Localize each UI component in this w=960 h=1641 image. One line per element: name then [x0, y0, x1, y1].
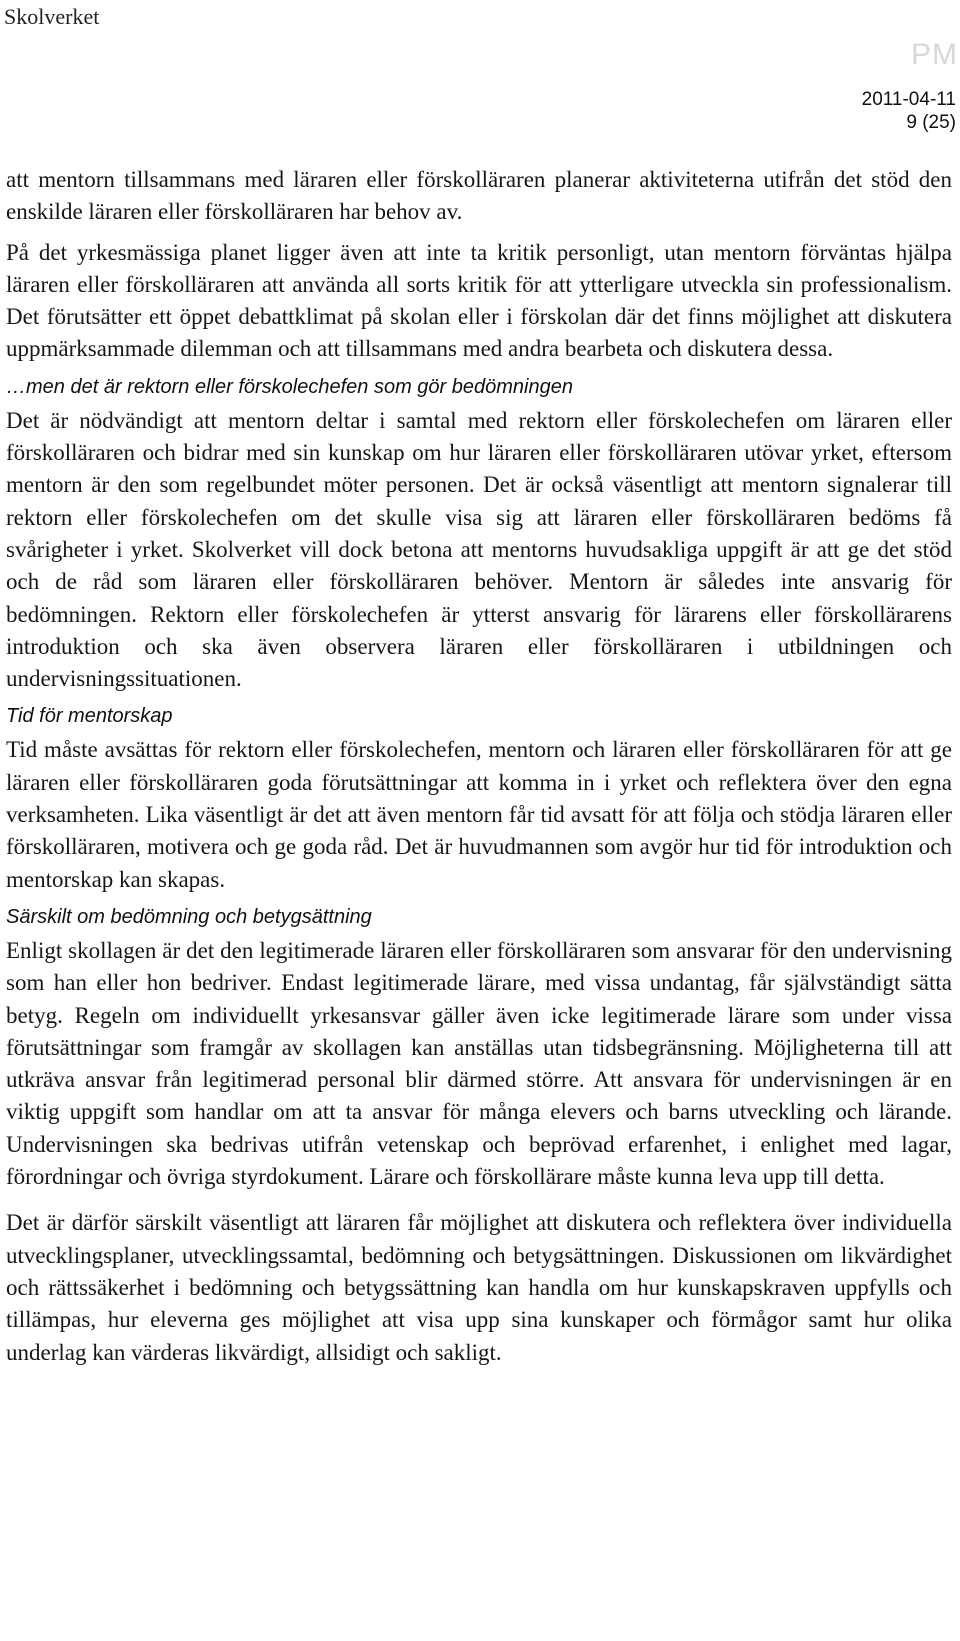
document-date: 2011-04-11	[861, 89, 956, 110]
page-header	[0, 0, 960, 140]
page-number: 9 (25)	[906, 112, 956, 133]
paragraph-professional-level: På det yrkesmässiga planet ligger även att inte ta kritik personligt, utan mentorn förväntas hjälpa läraren eller förskolläraren att använda all sorts kritik för att ytterligare utveckla sin professionalism. Det förutsätter ett öppet debattklimat på skolan eller i förskolan där det finns möjlighet att diskutera uppmärksammade dilemman och att tillsammans med andra bearbeta och diskutera dessa.	[6, 239, 952, 362]
paragraph-intro-continuation: att mentorn tillsammans med läraren eller förskolläraren planerar aktiviteterna utifrån det stöd den enskilde läraren eller förskolläraren har behov av.	[6, 167, 952, 225]
paragraph-time-for-mentorship: Tid måste avsättas för rektorn eller förskolechefen, mentorn och läraren eller förskolläraren för att ge läraren eller förskolläraren goda förutsättningar att komma in i yrket och reflektera över den egna verksamheten. Lika väsentligt är det att även mentorn får tid avsatt för att följa och stödja läraren eller förskolläraren, motivera och ge goda råd. Det är huvudmannen som avgör hur tid för introduktion och mentorskap kan skapas.	[6, 737, 952, 892]
heading-time-for-mentorship: Tid för mentorskap	[6, 705, 173, 728]
organization-name: Skolverket	[4, 4, 100, 29]
document-body	[6, 164, 952, 1369]
heading-grading: Särskilt om bedömning och betygsättning	[6, 905, 372, 928]
document-type: PM	[911, 38, 958, 71]
heading-assessment: …men det är rektorn eller förskolechefen som gör bedömningen	[6, 375, 573, 398]
paragraph-assessment: Det är nödvändigt att mentorn deltar i samtal med rektorn eller förskolechefen om läraren eller förskolläraren och bidrar med sin kunskap om hur läraren eller förskolläraren utövar yrket, eftersom mentorn är den som regelbundet möter personen. Det är också väsentligt att mentorn signalerar till rektorn eller förskolechefen om det skulle visa sig att läraren eller förskolläraren bedöms få svårigheter i yrket. Skolverket vill dock betona att mentorns huvudsakliga uppgift är att ge det stöd och de råd som läraren eller förskolläraren behöver. Mentorn är således inte ansvarig för bedömningen. Rektorn eller förskolechefen är ytterst ansvarig för lärarens eller förskollärarens introduktion och ska även observera läraren eller förskolläraren i utbildningen och undervisningssituationen.	[6, 407, 952, 692]
paragraph-grading-responsibility: Enligt skollagen är det den legitimerade läraren eller förskolläraren som ansvarar för den undervisning som han eller hon bedriver. Endast legitimerade lärare, med vissa undantag, får självständigt sätta betyg. Regeln om individuellt yrkesansvar gäller även icke legitimerade lärare som under vissa förutsättningar som framgår av skollagen kan anställas utan tidsbegränsning. Möjligheterna till att utkräva ansvar från legitimerad personal blir därmed större. Att ansvara för undervisningen är en viktig uppgift som handlar om att ta ansvar för många elevers och barns utveckling och lärande. Undervisningen ska bedrivas utifrån vetenskap och beprövad erfarenhet, i enlighet med lagar, förordningar och övriga styrdokument. Lärare och förskollärare måste kunna leva upp till detta.	[6, 937, 952, 1190]
paragraph-grading-discussion: Det är därför särskilt väsentligt att läraren får möjlighet att diskutera och reflektera över individuella utvecklingsplaner, utvecklingssamtal, bedömning och betygsättningen. Diskussionen om likvärdighet och rättssäkerhet i bedömning och betygssättning kan handla om hur kunskapskraven uppfylls och tillämpas, hur eleverna ges möjlighet att visa upp sina kunskaper och förmågor samt hur olika underlag kan värderas likvärdigt, allsidigt och sakligt.	[6, 1210, 952, 1365]
